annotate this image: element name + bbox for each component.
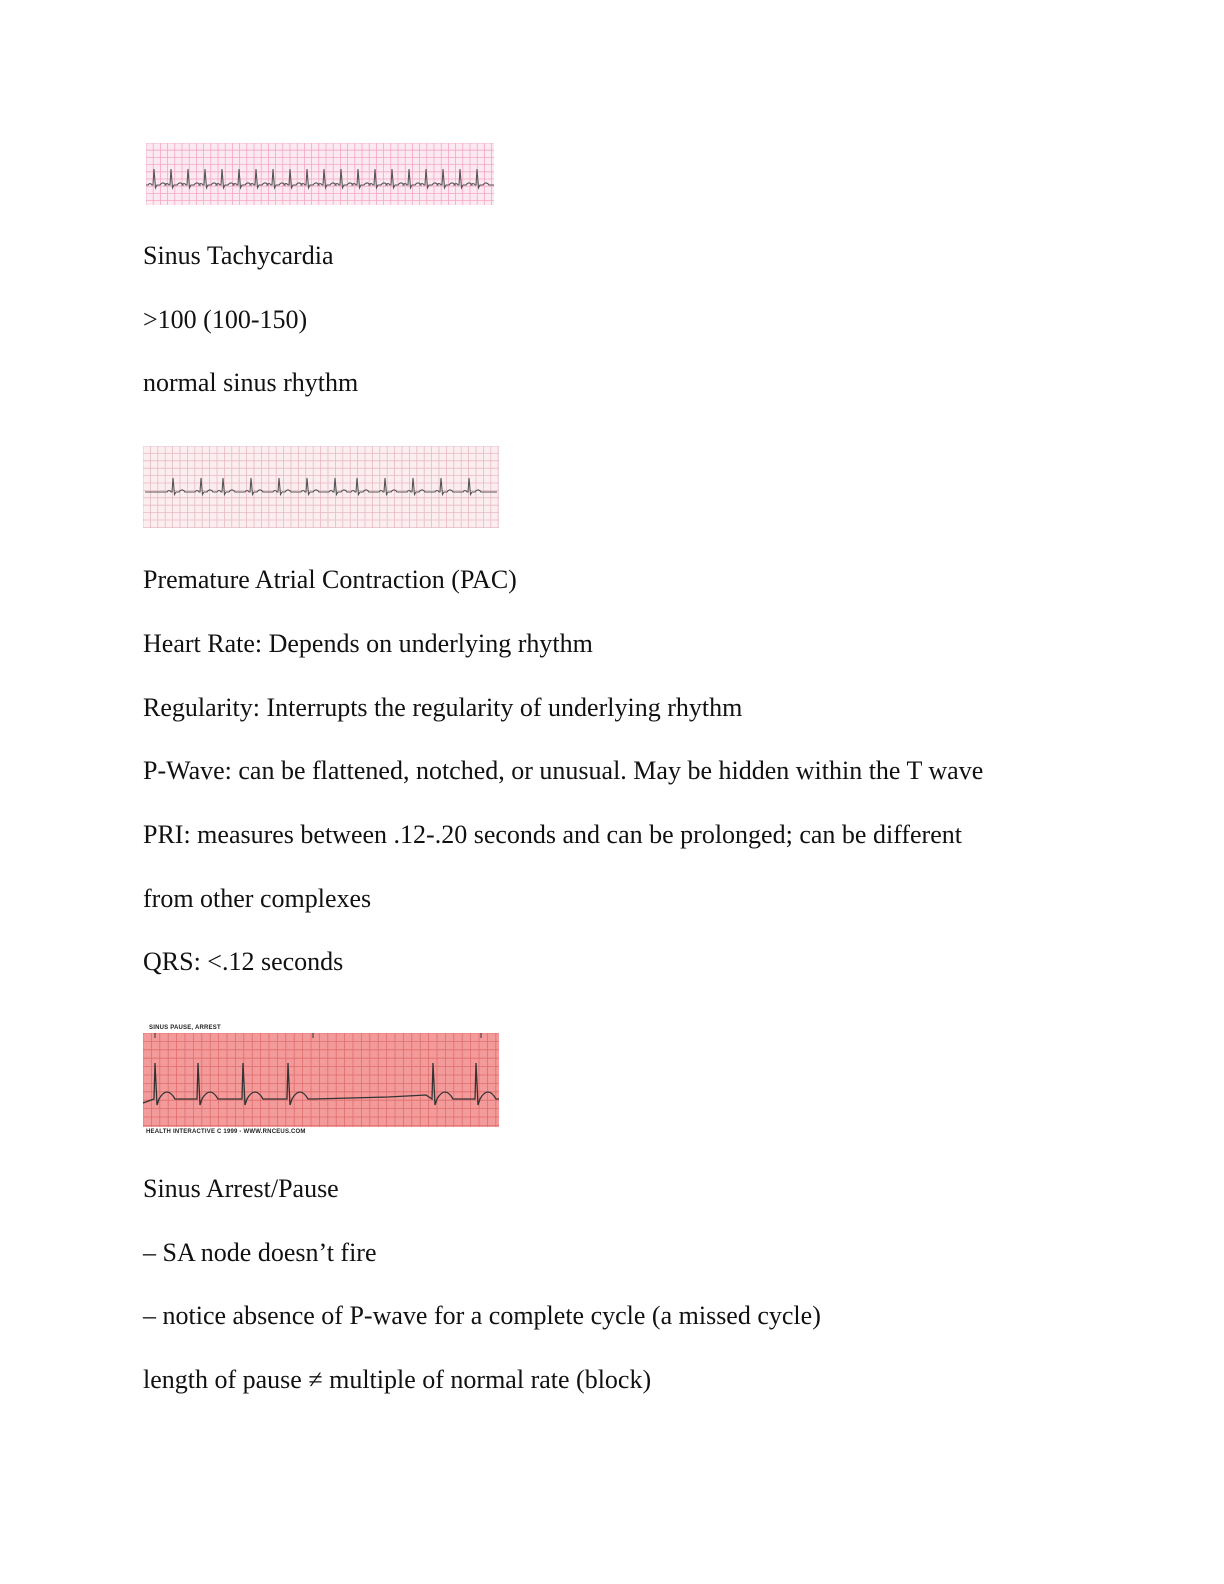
ecg-strip-pac	[143, 446, 499, 528]
sinus-arrest-point-1: – SA node doesn’t fire	[143, 1238, 377, 1267]
pac-pri-line-2: from other complexes	[143, 884, 372, 913]
pac-qrs: QRS: <.12 seconds	[143, 947, 344, 976]
ecg-strip-sinus-tachycardia-graphic	[146, 143, 494, 205]
pac-regularity: Regularity: Interrupts the regularity of underlying rhythm	[143, 693, 743, 722]
pac-heart-rate: Heart Rate: Depends on underlying rhythm	[143, 629, 593, 658]
sinus-arrest-point-3: length of pause ≠ multiple of normal rate (block)	[143, 1365, 652, 1394]
ecg-strip-sinus-tachycardia	[146, 143, 494, 205]
pac-title: Premature Atrial Contraction (PAC)	[143, 565, 517, 594]
ecg-paper	[146, 143, 494, 205]
sinus-tachycardia-rate: >100 (100-150)	[143, 305, 308, 334]
sinus-tachycardia-note: normal sinus rhythm	[143, 368, 359, 397]
ecg-strip-sinus-arrest-graphic	[143, 1033, 499, 1127]
strip-header-label: SINUS PAUSE, ARREST	[149, 1025, 221, 1031]
sinus-arrest-point-2: – notice absence of P-wave for a complete cycle (a missed cycle)	[143, 1301, 821, 1330]
strip-footer-label: HEALTH INTERACTIVE C 1999 - WWW.RNCEUS.COM	[146, 1129, 306, 1135]
ecg-strip-sinus-arrest	[143, 1023, 499, 1137]
pac-pri-line-1: PRI: measures between .12-.20 seconds and can be prolonged; can be different	[143, 820, 962, 849]
ecg-strip-pac-graphic	[143, 446, 499, 528]
sinus-tachycardia-title: Sinus Tachycardia	[143, 241, 334, 270]
pac-p-wave: P-Wave: can be flattened, notched, or unusual. May be hidden within the T wave	[143, 756, 984, 785]
sinus-arrest-title: Sinus Arrest/Pause	[143, 1174, 339, 1203]
